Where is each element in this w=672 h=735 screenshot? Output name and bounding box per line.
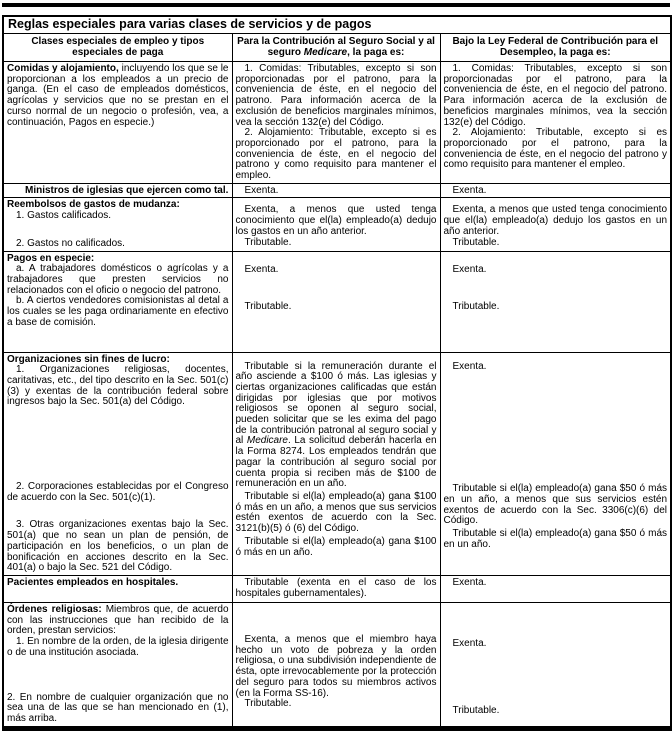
table-title: Reglas especiales para varias clases de servicios y de pagos (3, 16, 671, 34)
ordenes-desc (7, 605, 229, 637)
comidas-futa-comidas: 1. Comidas: Tributables, excepto si son proporcionadas por el patrono, para la conveniencia de éste, en el negocio del patrono. Para información acerca de la exclusión de beneficios marginales mínimos, vea la sección 132(e) del Código. (443, 63, 668, 128)
sinfines-futa-ans1: Exenta. (452, 360, 487, 372)
column-header-desempleo: Bajo la Ley Federal de Contribución para el Desempleo, la paga es: (440, 34, 671, 62)
row-pagos-en-especie (3, 251, 671, 352)
cell-pacientes-ss (232, 575, 440, 602)
header-col2-pre: Para la Contribución al Seguro Social y al seguro (237, 36, 435, 58)
sinfines-lead: Organizaciones sin fines de lucro: (7, 353, 170, 365)
sinfines-ss-ans1-medicare: Medicare (246, 435, 288, 447)
especie-item-a: a. A trabajadores domésticos o agrícolas y a trabajadores que presten servicios no relacionados con el oficio o negocio del patrono. (7, 263, 229, 296)
especie-futa-ans-a: Exenta. (452, 263, 487, 275)
cell-sinfines-futa (440, 352, 671, 575)
cell-pacientes-desc (3, 575, 232, 602)
cell-mudanza-futa (440, 198, 671, 251)
cell-ordenes-desc (3, 602, 232, 728)
cell-comidas-futa (440, 62, 671, 184)
cell-comidas-ss (232, 62, 440, 184)
header-col2-medicare: Medicare (303, 46, 348, 58)
ministros-futa: Exenta. (452, 184, 487, 196)
mudanza-item2: 2. Gastos no calificados. (16, 237, 125, 249)
comidas-futa-alojamiento: 2. Alojamiento: Tributable, excepto si es proporcionado por el patrono, para la conveniencia de éste, en el negocio del patrono y como requisito para mantener el empleo. (443, 127, 668, 171)
mudanza-futa-ans2: Tributable. (452, 236, 500, 248)
mudanza-ss-ans2: Tributable. (244, 236, 292, 248)
sinfines-ss-ans1-pre: Tributable si la remuneración durante el año asciende a $100 ó más. Las iglesias y ciertas organizaciones calificadas que están dirigidas por iglesias que por motivos religiosos se oponen al seguro social, pueden solicitar que se les exima del pago de la contribución patronal al seguro social y al (235, 360, 437, 447)
comidas-ss-comidas: 1. Comidas: Tributables, excepto si son proporcionadas por el patrono, para la conveniencia de éste, en el negocio del patrono. Para información acerca de la exclusión de beneficios marginales mínimos, vea la sección 132(e) del Código. (235, 63, 437, 128)
ministros-label: Ministros de iglesias que ejercen como tal. (25, 184, 229, 196)
sinfines-ss-ans3: Tributable si el(la) empleado(a) gana $100 ó más en un año. (235, 535, 437, 558)
cell-ordenes-ss (232, 602, 440, 728)
ordenes-lead: Órdenes religiosas: (7, 603, 102, 615)
page-top-rule (2, 3, 670, 7)
row-organizaciones-sin-fines-lucro (3, 352, 671, 575)
column-header-clases: Clases especiales de empleo y tipos especiales de paga (3, 34, 232, 62)
comidas-lead: Comidas y alojamiento, (7, 63, 119, 74)
table-header-row (3, 34, 671, 62)
cell-ministros-desc (3, 183, 232, 198)
header-col2-post: , la paga es: (347, 46, 405, 58)
row-ordenes-religiosas (3, 602, 671, 728)
comidas-rest: incluyendo los que se le proporcionan a los empleados a un precio de ganga. (En el caso de empleados domésticos, agrícolas y servicios que no se prestan en el curso normal de un negocio o profesión, vea, a continuación, Pagos en especie.) (7, 63, 229, 128)
ordenes-item1: 1. En nombre de la orden, de la iglesia dirigente o de una institución asociada. (7, 636, 229, 658)
comidas-desc (7, 64, 229, 128)
especie-item-b: b. A ciertos vendedores comisionistas al detal a los cuales se les paga ordinariamente en efectivo a base de comisión. (7, 295, 229, 328)
document-page (0, 3, 672, 731)
sinfines-ss-ans1-post: . La solicitud deberán hacerla en la Forma 8274. Los empleados tendrán que pagar la contribución al seguro social por cuenta propia si reciben más de $100 de remuneración en un año. (235, 435, 437, 490)
cell-especie-futa (440, 251, 671, 352)
sinfines-futa-ans3: Tributable si el(la) empleado(a) gana $50 ó más en un año. (443, 528, 668, 550)
sinfines-ss-ans1 (236, 362, 437, 490)
sinfines-item1: 1. Organizaciones religiosas, docentes, caritativas, etc., del tipo descrito en la Sec. 501(c)(3) y exentas de la contribución federal sobre ingresos bajo la Sec. 501(a) del Código. (7, 364, 229, 408)
cell-ministros-futa (440, 183, 671, 198)
especie-futa-ans-b: Tributable. (452, 301, 500, 313)
row-ministros (3, 183, 671, 198)
especie-lead: Pagos en especie: (7, 252, 95, 264)
cell-sinfines-desc (3, 352, 232, 575)
ordenes-futa-ans2: Tributable. (452, 704, 500, 716)
mudanza-item1: 1. Gastos calificados. (16, 210, 112, 222)
ministros-ss: Exenta. (244, 184, 279, 196)
mudanza-ss-ans1: Exenta, a menos que usted tenga conocimiento que el(la) empleado(a) dedujo los gastos en un año anterior. (235, 204, 437, 237)
row-comidas-alojamiento (3, 62, 671, 184)
especie-ss-ans-b: Tributable. (244, 301, 292, 313)
ordenes-item2: 2. En nombre de cualquier organización que no sea una de las que se han mencionado en (1), más arriba. (7, 691, 229, 724)
ordenes-ss-ans1: Exenta, a menos que el miembro haya hecho un voto de pobreza y la orden religiosa, o una subdivisión independiente de ésta, opte irrevocablemente por la protección del seguro para todos su miembros activos (en la Forma SS-16). (235, 633, 437, 699)
cell-mudanza-desc (3, 198, 232, 251)
cell-mudanza-ss (232, 198, 440, 251)
cell-ministros-ss (232, 183, 440, 198)
cell-comidas-desc (3, 62, 232, 184)
cell-ordenes-futa (440, 602, 671, 728)
ordenes-rest: Miembros que, de acuerdo con las instrucciones que han recibido de la orden, prestan servicios: (7, 603, 229, 637)
column-header-seguro-social (232, 34, 440, 62)
sinfines-item3: 3. Otras organizaciones exentas bajo la Sec. 501(a) que no sean un plan de pensión, de participación en los beneficios, o un plan de bonificación en acciones descrito en la Sec. 401(a) o bajo la Sec. 521 del Código. (7, 519, 229, 574)
mudanza-lead: Reembolsos de gastos de mudanza: (7, 199, 180, 211)
row-pacientes-hospitales (3, 575, 671, 602)
special-rules-table (2, 15, 672, 731)
sinfines-ss-ans2: Tributable si el(la) empleado(a) gana $100 ó más en un año, a menos que sus servicios estén exentos de acuerdo con la Sec. 3121(b)(5) ó (6) del Código. (235, 490, 437, 535)
ordenes-futa-ans1: Exenta. (452, 637, 487, 649)
ordenes-ss-ans2: Tributable. (244, 698, 292, 710)
table-title-row (3, 16, 671, 34)
pacientes-futa: Exenta. (452, 576, 487, 588)
sinfines-futa-ans2: Tributable si el(la) empleado(a) gana $50 ó más en un año, a menos que sus servicios estén exentos de acuerdo con la Sec. 3306(c)(6) del Código. (443, 483, 668, 527)
cell-pacientes-futa (440, 575, 671, 602)
especie-ss-ans-a: Exenta. (244, 263, 279, 275)
pacientes-label: Pacientes empleados en hospitales. (7, 576, 179, 588)
row-reembolsos-mudanza (3, 198, 671, 251)
pacientes-ss: Tributable (exenta en el caso de los hospitales gubernamentales). (235, 576, 437, 599)
cell-sinfines-ss (232, 352, 440, 575)
mudanza-futa-ans1: Exenta, a menos que usted tenga conocimiento que el(la) empleado(a) dedujo los gastos en un año anterior. (443, 204, 668, 237)
sinfines-item2: 2. Corporaciones establecidas por el Congreso de acuerdo con la Sec. 501(c)(1). (7, 481, 229, 503)
comidas-ss-alojamiento: 2. Alojamiento: Tributable, excepto si es proporcionado por el patrono, para la conveniencia de éste, en el negocio del patrono y como requisito para mantener el empleo. (235, 127, 437, 182)
cell-especie-desc (3, 251, 232, 352)
cell-especie-ss (232, 251, 440, 352)
